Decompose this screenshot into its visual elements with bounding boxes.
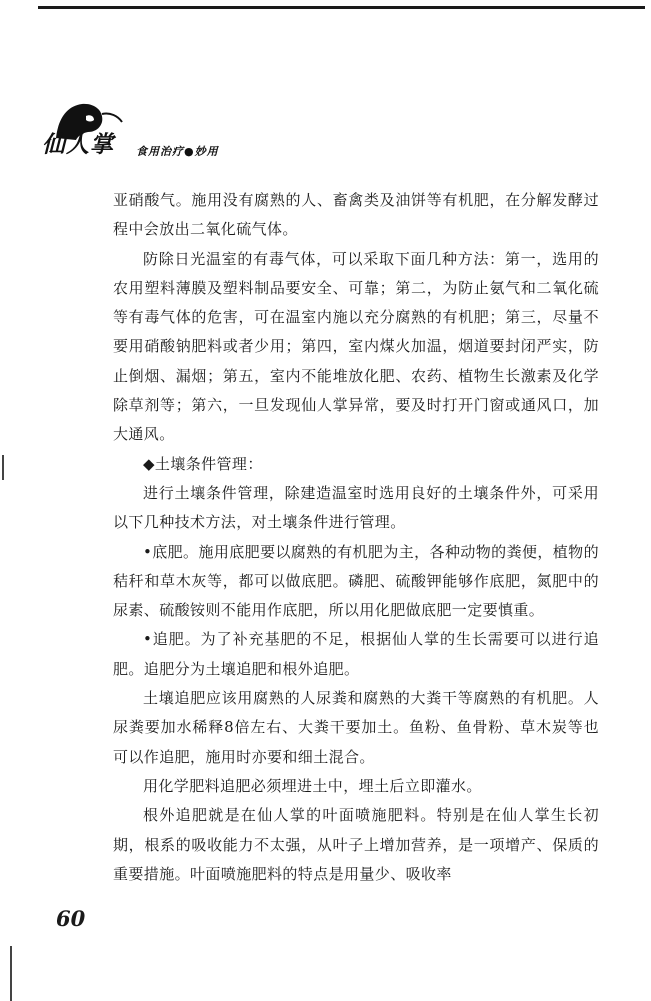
body-text: [113, 186, 599, 889]
paragraph: 根外追肥就是在仙人掌的叶面喷施肥料。特别是在仙人掌生长初期，根系的吸收能力不太强，从叶子上增加营养，是一项增产、保质的重要措施。叶面喷施肥料的特点是用量少、吸收率: [113, 806, 599, 883]
header-logo: [40, 100, 300, 170]
bullet-paragraph: •追肥。为了补充基肥的不足，根据仙人掌的生长需要可以进行追肥。追肥分为土壤追肥和根外追肥。: [113, 630, 599, 678]
section-heading: ◆土壤条件管理：: [143, 454, 263, 473]
paragraph: 用化学肥料追肥必须埋进土中，埋土后立即灌水。: [143, 776, 482, 795]
book-title: 仙人掌: [42, 131, 114, 158]
paragraph: 亚硝酸气。施用没有腐熟的人、畜禽类及油饼等有机肥，在分解发酵过程中会放出二氧化硫气体。: [113, 191, 599, 239]
scan-edge-mark: [2, 455, 4, 480]
paragraph: 进行土壤条件管理，除建造温室时选用良好的土壤条件外，可采用以下几种技术方法，对土壤条件进行管理。: [113, 483, 599, 532]
paragraph: 防除日光温室的有毒气体，可以采取下面几种方法：第一，选用的农用塑料薄膜及塑料制品要安全、可靠；第二，为防止氨气和二氧化硫等有毒气体的危害，可在温室内施以充分腐熟的有机肥；第三，尽量不要用硝酸钠肥料或者少用；第四，室内煤火加温，烟道要封闭严实，防止倒烟、漏烟；第五，室内不能堆放化肥、农药、植物生长激素及化学除草剂等；第六，一旦发现仙人掌异常，要及时打开门窗或通风口，加大通风。: [113, 249, 599, 444]
bullet-paragraph: •底肥。施用底肥要以腐熟的有机肥为主，各种动物的粪便，植物的秸秆和草木灰等，都可以做底肥。磷肥、硫酸钾能够作底肥，氮肥中的尿素、硫酸铵则不能用作底肥，所以用化肥做底肥一定要慎重。: [113, 542, 599, 620]
book-subtitle: 食用治疗●妙用: [136, 145, 219, 158]
top-rule: [38, 6, 645, 9]
scan-edge-mark: [10, 946, 12, 1001]
paragraph: 土壤追肥应该用腐熟的人尿粪和腐熟的大粪干等腐熟的有机肥。人尿粪要加水稀释8倍左右、大粪干要加土。鱼粉、鱼骨粉、草木炭等也可以作追肥，施用时亦要和细土混合。: [113, 689, 599, 766]
page-number: 60: [56, 906, 86, 931]
